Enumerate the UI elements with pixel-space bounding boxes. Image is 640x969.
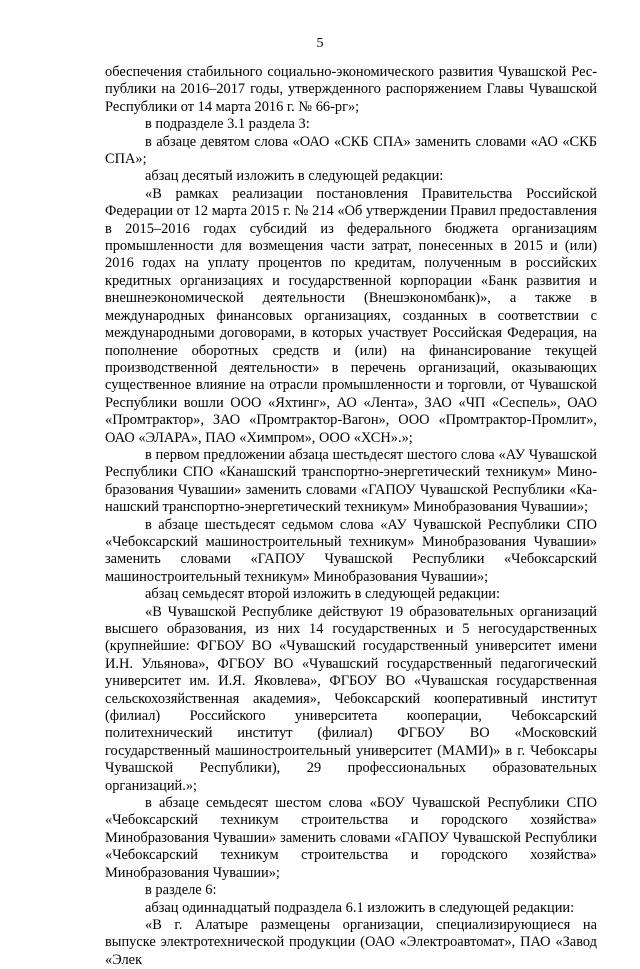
paragraph-ninth-abzac: в абзаце девятом слова «ОАО «СКБ СПА» заменить словами «АО «СКБ СПА»; — [105, 133, 597, 168]
paragraph-continuation: обеспечения стабильного социально-экономического развития Чувашской Республики на 2016–2017 годы, утвержденного распоряжением Главы Чувашской Республики от 14 марта 2016 г. № 66-рг»; — [105, 64, 597, 115]
paragraph-subsection-6-1-text: «В г. Алатыре размещены организации, специализирующиеся на выпуске электротехнической продукции (ОАО «Электроавтомат», ПАО «Завод «Элек — [105, 916, 597, 968]
paragraph-sixty-sixth-abzac: в первом предложении абзаца шестьдесят шестого слова «АУ Чувашской Республики СПО «Канашский транспортно-энергетический техникум» Минобразования Чувашии» заменить словами «ГАПОУ Чувашской Республики «Канашский транспортно-энергетический техникум» Минобразования Чувашии»; — [105, 446, 597, 516]
paragraph-subsection-3-1: в подразделе 3.1 раздела 3: — [145, 116, 310, 133]
paragraph-section-6: в разделе 6: — [145, 882, 217, 899]
page-number: 5 — [316, 36, 324, 51]
paragraph-tenth-abzac-text: «В рамках реализации постановления Правительства Российской Федерации от 12 марта 2015 г. № 214 «Об утверждении Правил предоставления в 2015–2016 годах субсидий из федерального бюджета организациям промышленности для возмещения части затрат, понесенных в 2015 и (или) 2016 годах на уплату процентов по кредитам, полученным в российских кредитных организациях и государственной корпорации «Банк развития и внешнеэкономической деятельности (Внешэкономбанк)», а также в международных финансовых организациях, созданных в соответствии с международными договорами, в которых участвует Российская Федерация, на пополнение оборотных средств и (или) на финансирование текущей производственной деятельности» в перечень организаций, оказывающих существенное влияние на отрасли промышленности и торговли, от Чувашской Республики вошли ООО «Яхтинг», АО «Лента», ЗАО «ЧП «Сеспель», ОАО «Промтрактор», ЗАО «Промтрактор-Вагон», ООО «Промтрактор-Промлит», ОАО «ЭЛАРА», ПАО «Химпром», ООО «ХСН».»; — [105, 185, 597, 446]
document-body — [105, 64, 597, 969]
paragraph-sixty-seventh-abzac: в абзаце шестьдесят седьмом слова «АУ Чувашской Республики СПО «Чебоксарский машиностроительный техникум» Минобразования Чувашии» заменить словами «ГАПОУ Чувашской Республики «Чебоксарский машиностроительный техникум» Минобразования Чувашии»; — [105, 516, 597, 585]
paragraph-seventy-sixth-abzac: в абзаце семьдесят шестом слова «БОУ Чувашской Республики СПО «Чебоксарский техникум строительства и городского хозяйства» Минобразования Чувашии» заменить словами «ГАПОУ Чувашской Республики «Чебоксарский техникум строительства и городского хозяйства» Минобразования Чувашии»; — [105, 795, 597, 881]
paragraph-seventy-second-text: «В Чувашской Республике действуют 19 образовательных организаций высшего образования, из них 14 государственных и 5 негосударственных (крупнейшие: ФГБОУ ВО «Чувашский государственный университет имени И.Н. Ульянова», ФГБОУ ВО «Чувашский государственный педагогический университет им. И.Я. Яковлева», ФГБОУ ВО «Чувашская государственная сельскохозяйственная академия», Чебоксарский кооперативный институт (филиал) Российского университета кооперации, Чебоксарский политехнический институт (филиал) ФГБОУ ВО «Московский государственный машиностроительный университет (МАМИ)» в г. Чебоксары Чувашской Республики), 29 профессиональных образовательных организаций.»; — [105, 603, 597, 794]
paragraph-seventy-second-intro: абзац семьдесят второй изложить в следующей редакции: — [145, 586, 500, 603]
paragraph-tenth-abzac-intro: абзац десятый изложить в следующей редакции: — [145, 168, 444, 185]
paragraph-subsection-6-1-intro: абзац одиннадцатый подраздела 6.1 изложить в следующей редакции: — [145, 899, 575, 916]
